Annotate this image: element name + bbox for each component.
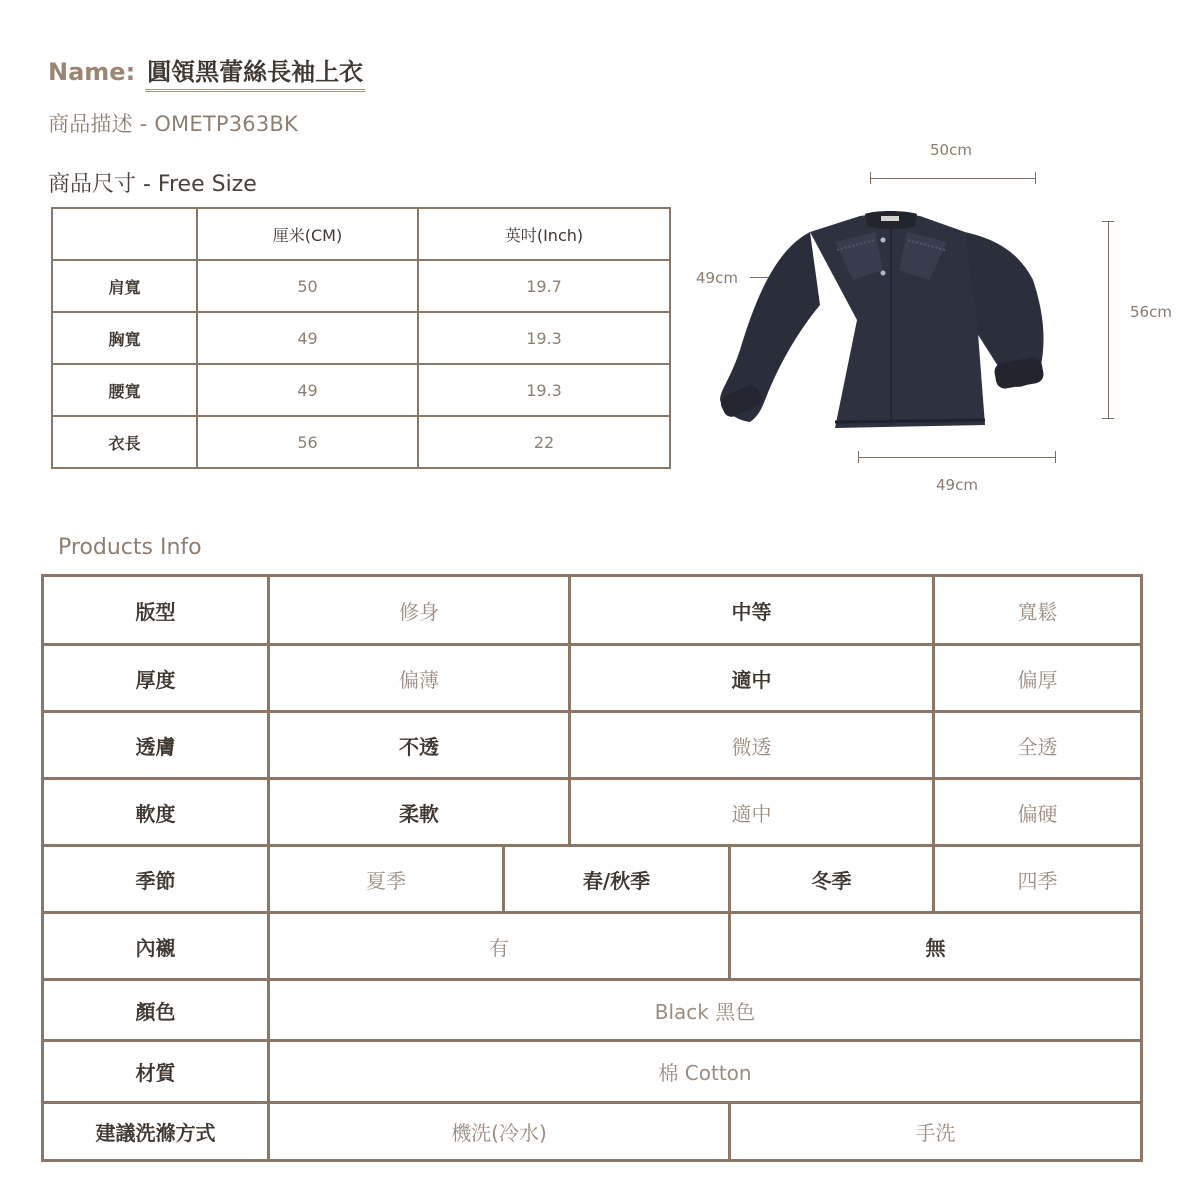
size-cm-value: 50 (197, 260, 418, 312)
info-row-material (43, 1041, 1142, 1103)
washing-option-machine: 機洗(冷水) (269, 1103, 730, 1161)
lining-option-yes: 有 (269, 913, 730, 980)
products-info-title: Products Info (58, 535, 202, 560)
size-row-waist (52, 364, 670, 416)
size-row-chest (52, 312, 670, 364)
season-label: 季節 (43, 846, 269, 913)
size-inch-value: 22 (418, 416, 670, 468)
size-col-header-empty (52, 208, 197, 260)
info-row-sheerness (43, 712, 1142, 779)
softness-option-soft: 柔軟 (269, 779, 570, 846)
products-info-table (41, 574, 1143, 1162)
softness-label: 軟度 (43, 779, 269, 846)
size-row-label: 胸寬 (52, 312, 197, 364)
size-row-label: 腰寬 (52, 364, 197, 416)
length-measure-label: 56cm (1130, 303, 1172, 321)
color-label: 顏色 (43, 980, 269, 1041)
size-table (51, 207, 671, 469)
thickness-label: 厚度 (43, 645, 269, 712)
garment-figure (690, 135, 1190, 505)
material-label: 材質 (43, 1041, 269, 1103)
size-col-header-cm: 厘米(CM) (197, 208, 418, 260)
size-cm-value: 56 (197, 416, 418, 468)
size-title: 商品尺寸 - Free Size (48, 172, 257, 197)
length-measure-line (1108, 221, 1109, 419)
size-row-label: 衣長 (52, 416, 197, 468)
bottom-measure-label: 49cm (936, 476, 978, 494)
season-option-winter: 冬季 (730, 846, 934, 913)
size-cm-value: 49 (197, 312, 418, 364)
softness-option-medium: 適中 (570, 779, 934, 846)
product-description: 商品描述 - OMETP363BK (48, 112, 298, 136)
size-inch-value: 19.3 (418, 364, 670, 416)
info-row-color (43, 980, 1142, 1041)
washing-label: 建議洗滌方式 (43, 1103, 269, 1161)
chest-measure-label: 49cm (696, 269, 738, 287)
top-measure-label: 50cm (930, 141, 972, 159)
material-value: 棉 Cotton (269, 1041, 1142, 1103)
size-inch-value: 19.7 (418, 260, 670, 312)
size-cm-value: 49 (197, 364, 418, 416)
season-option-all: 四季 (934, 846, 1142, 913)
size-row-length (52, 416, 670, 468)
size-col-header-inch: 英吋(Inch) (418, 208, 670, 260)
info-row-softness (43, 779, 1142, 846)
fit-option-slim: 修身 (269, 576, 570, 645)
product-name-line (48, 52, 365, 92)
size-table-header-row (52, 208, 670, 260)
size-row-label: 肩寬 (52, 260, 197, 312)
softness-option-stiff: 偏硬 (934, 779, 1142, 846)
info-row-lining (43, 913, 1142, 980)
sheerness-option-slight: 微透 (570, 712, 934, 779)
color-value: Black 黑色 (269, 980, 1142, 1041)
size-inch-value: 19.3 (418, 312, 670, 364)
thickness-option-medium: 適中 (570, 645, 934, 712)
lining-label: 內襯 (43, 913, 269, 980)
fit-option-loose: 寬鬆 (934, 576, 1142, 645)
info-row-washing (43, 1103, 1142, 1161)
top-measure-line (870, 178, 1036, 179)
sheerness-option-opaque: 不透 (269, 712, 570, 779)
season-option-summer: 夏季 (269, 846, 504, 913)
name-label: Name: (48, 58, 136, 86)
size-row-shoulder (52, 260, 670, 312)
washing-option-hand: 手洗 (730, 1103, 1142, 1161)
info-row-thickness (43, 645, 1142, 712)
fit-label: 版型 (43, 576, 269, 645)
product-name: 圓領黑蕾絲長袖上衣 (145, 52, 365, 92)
black-lace-shirt-image (715, 210, 1060, 435)
thickness-option-thin: 偏薄 (269, 645, 570, 712)
sheerness-label: 透膚 (43, 712, 269, 779)
thickness-option-thick: 偏厚 (934, 645, 1142, 712)
bottom-measure-line (858, 457, 1056, 458)
sheerness-option-full: 全透 (934, 712, 1142, 779)
fit-option-regular: 中等 (570, 576, 934, 645)
info-row-fit (43, 576, 1142, 645)
lining-option-no: 無 (730, 913, 1142, 980)
info-row-season (43, 846, 1142, 913)
season-option-spring-autumn: 春/秋季 (504, 846, 730, 913)
